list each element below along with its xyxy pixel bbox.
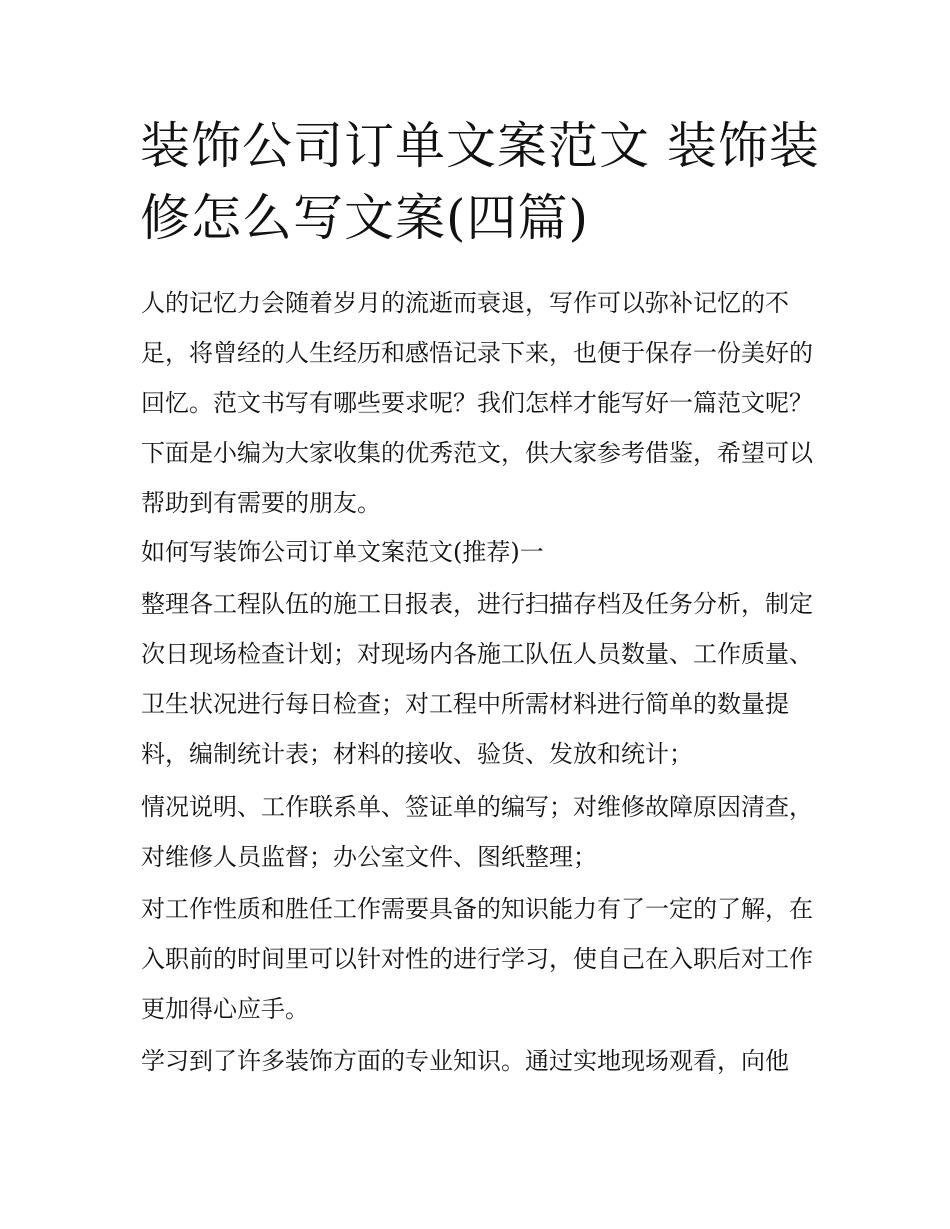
document-title: 装饰公司订单文案范文 装饰装修怎么写文案(四篇) <box>140 117 820 247</box>
intro-paragraph: 人的记忆力会随着岁月的流逝而衰退，写作可以弥补记忆的不足，将曾经的人生经历和感悟记录下来，也便于保存一份美好的回忆。范文书写有哪些要求呢？我们怎样才能写好一篇范文呢？下面是小编为大家收集的优秀范文，供大家参考借鉴，希望可以帮助到有需要的朋友。 <box>141 289 813 517</box>
paragraph-knowledge: 学习到了许多装饰方面的专业知识。通过实地现场观看，向他 <box>141 1047 789 1075</box>
paragraph-documents: 情况说明、工作联系单、签证单的编写；对维修故障原因清查，对维修人员监督；办公室文件、图纸整理； <box>141 793 813 871</box>
paragraph-tasks: 整理各工程队伍的施工日报表，进行扫描存档及任务分析，制定次日现场检查计划；对现场内各施工队伍人员数量、工作质量、卫生状况进行每日检查；对工程中所需材料进行简单的数量提料，编制统计表；材料的接收、验货、发放和统计； <box>141 590 813 768</box>
paragraph-learning: 对工作性质和胜任工作需要具备的知识能力有了一定的了解，在入职前的时间里可以针对性的进行学习，使自己在入职后对工作更加得心应手。 <box>141 895 813 1023</box>
section-heading: 如何写装饰公司订单文案范文(推荐)一 <box>141 538 544 566</box>
